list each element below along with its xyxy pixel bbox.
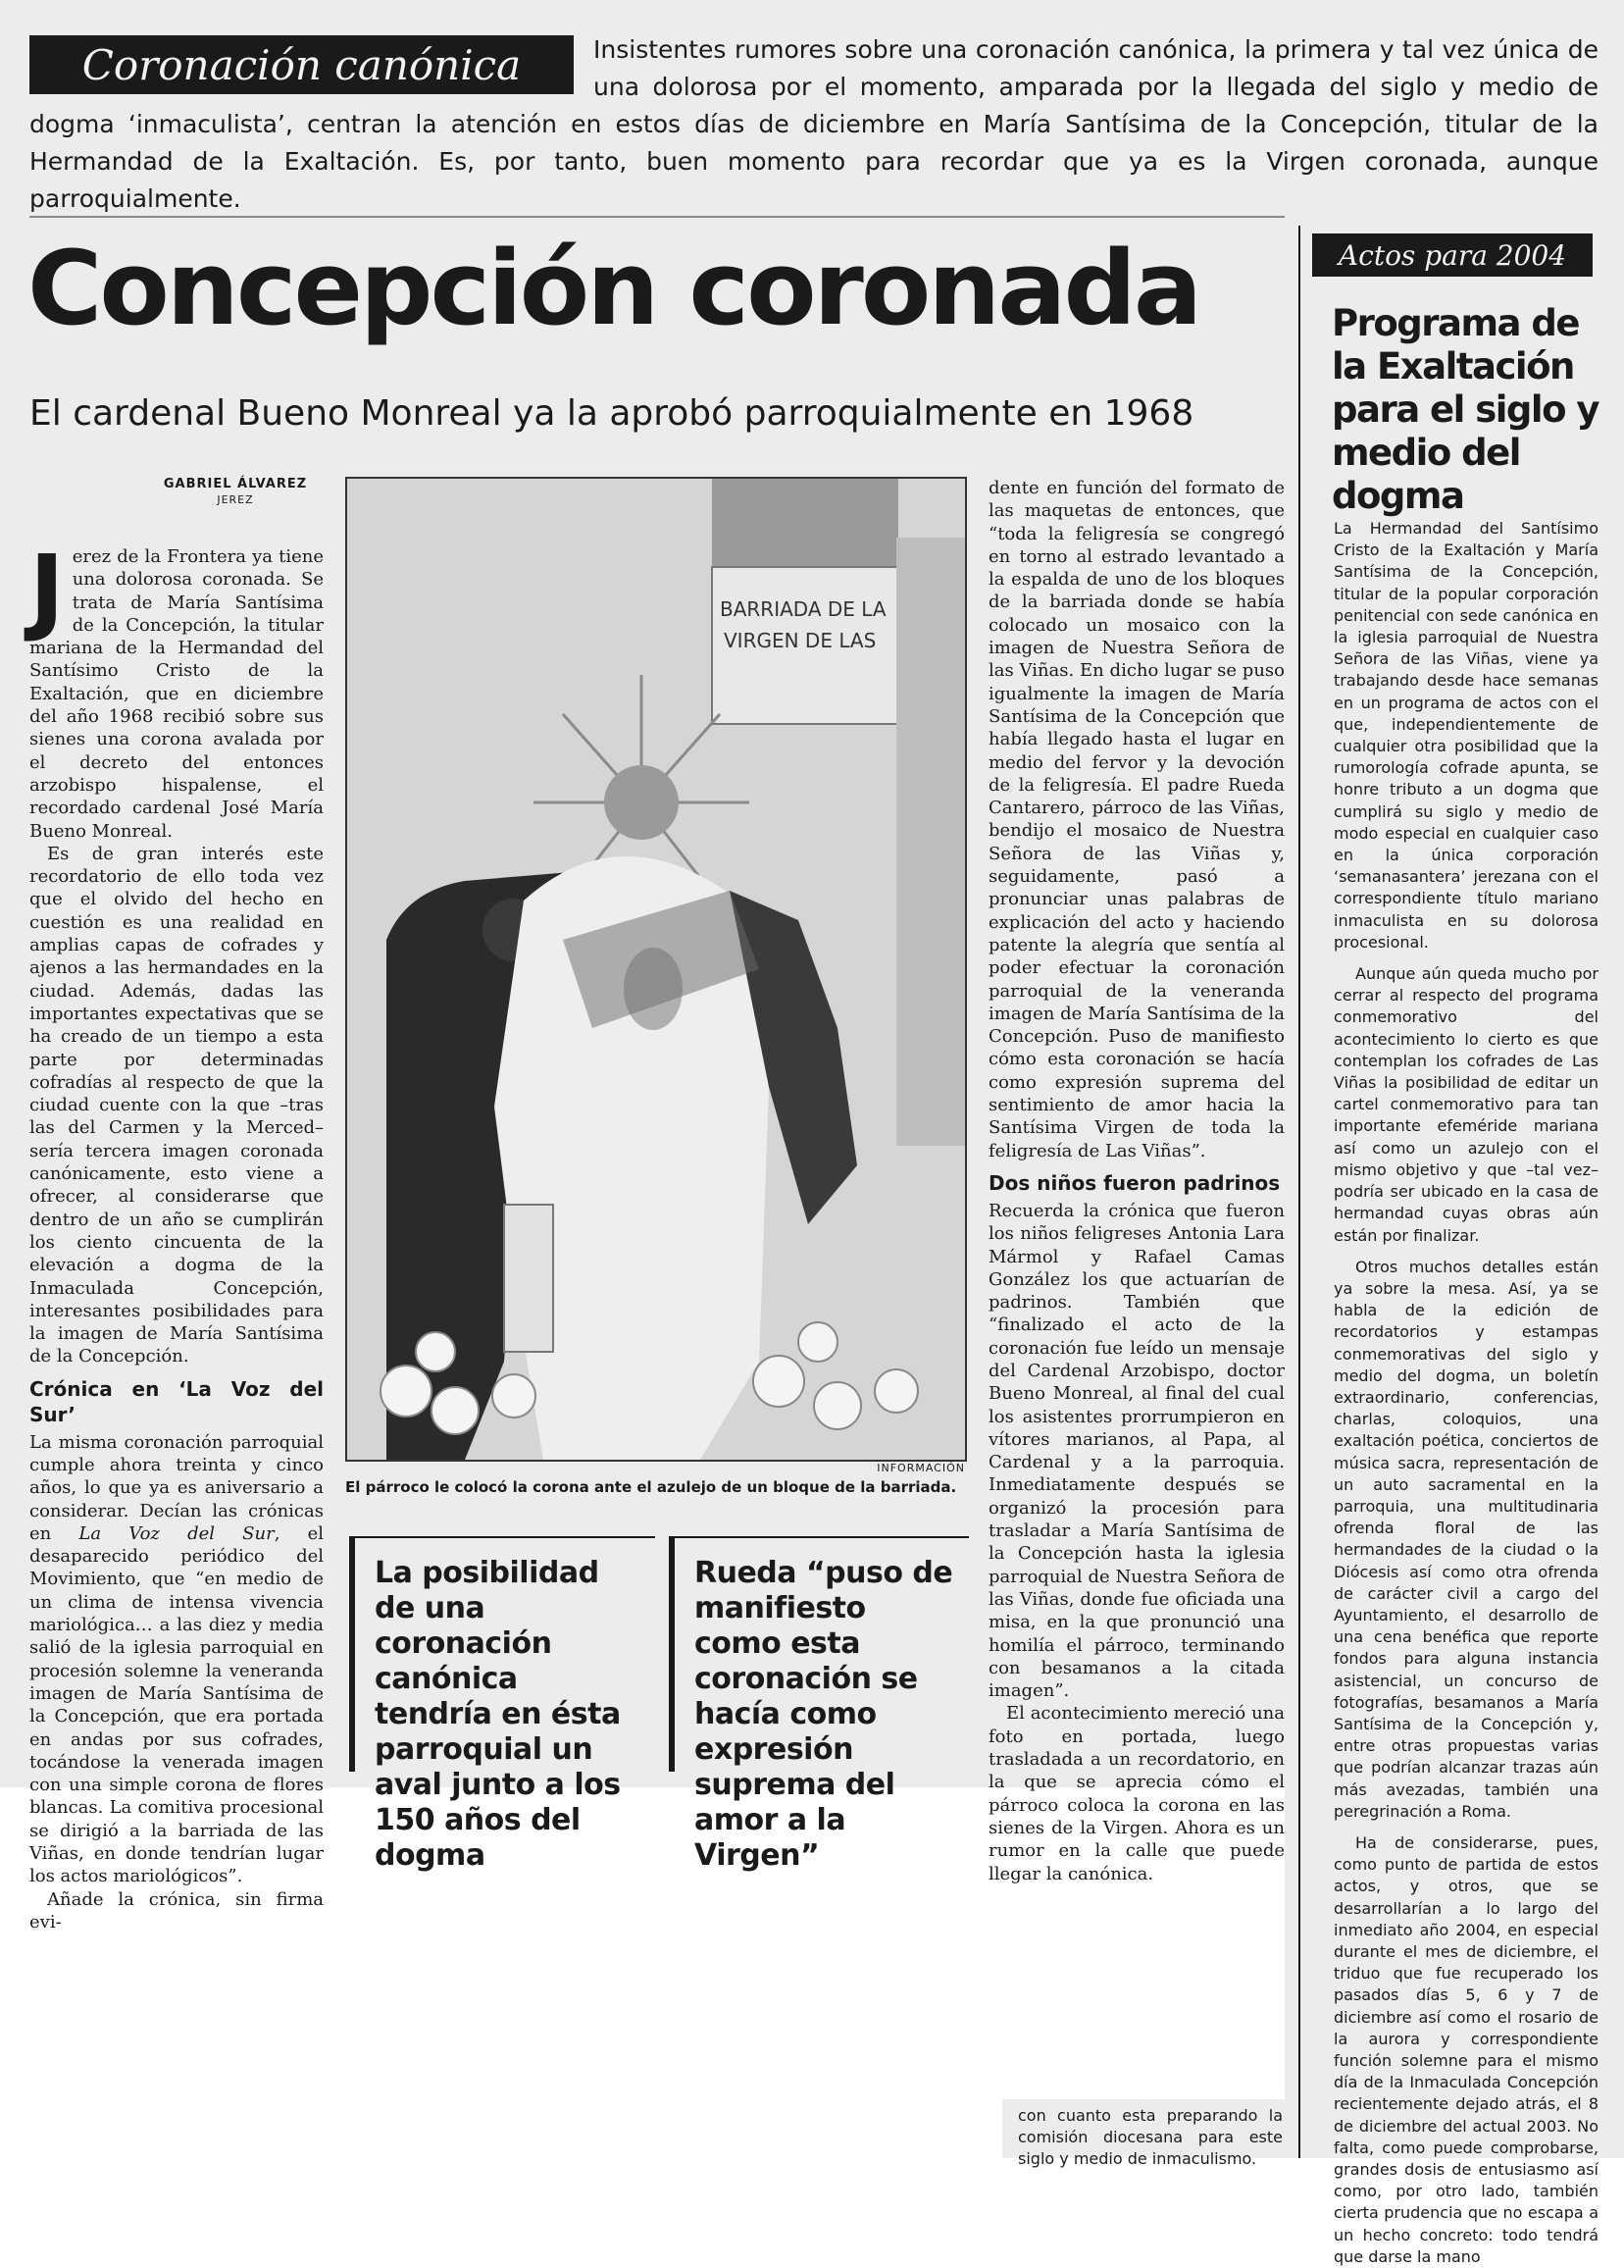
photo-caption: El párroco le colocó la corona ante el azulejo de un bloque de la barriada. bbox=[345, 1478, 957, 1496]
photo-credit: INFORMACIÓN bbox=[877, 1462, 965, 1474]
sidebar-label: Actos para 2004 bbox=[1312, 233, 1593, 277]
sidebar-rule bbox=[1298, 226, 1300, 2158]
sidebar-paragraph: Otros muchos detalles están ya sobre la mesa. Así, ya se habla de la edición de recordatorios y estampas conmemorativas del siglo y medio del dogma, un boletín extraordinario, conferencias, charlas, coloquios, una exaltación poética, conciertos de música sacra, representación de un auto sacramental en la parroquia, una multitudinaria ofrenda floral de las hermandades de la ciudad o la Diócesis así como otra ofrenda de carácter civil a cargo del Ayuntamiento, el desarrollo de una cena benéfica que reporte fondos para alguna instancia asistencial, un concurso de fotografías, besamanos a María Santísima de la Concepción y, entre otras propuestas varias que podrían alcanzar trazas aún más avezadas, también una peregrinación a Roma. bbox=[1334, 1257, 1599, 1821]
top-divider bbox=[29, 216, 1285, 218]
article-subhead: Dos niños fueron padrinos bbox=[989, 1170, 1281, 1195]
photo-coronation bbox=[345, 477, 967, 1462]
sidebar-paragraph: Ha de considerarse, pues, como punto de partida de estos actos, y otros, que se desarrollarían a lo largo del inmediato año 2004, en especial durante el mes de diciembre, el triduo que fue recuperado los pasados días 5, 6 y 7 de diciembre así como el rosario de la aurora y correspondiente función solemne para el mismo día de la Inmaculada Concepción recientemente dejado atrás, el 8 de diciembre del actual 2003. No falta, como puede comprobarse, grandes dosis de entusiasmo así como, por otro lado, también cierta prudencia que no escapa a un hecho concreto: todo tendrá que darse la mano bbox=[1334, 1832, 1599, 2266]
dropcap: J bbox=[29, 535, 65, 644]
byline-place: JEREZ bbox=[217, 493, 254, 506]
article-paragraph: Añade la crónica, sin firma evi- bbox=[29, 1888, 324, 1933]
section-label: Coronación canónica bbox=[29, 35, 574, 94]
article-paragraph: La misma coronación parroquial cumple ahora treinta y cinco años, lo que ya es aniversario a considerar. Decían las crónicas en La Voz del Sur, el desaparecido periódico del Movimiento, que “en medio de un clima de intensa vivencia mariológica… a las diez y media salió de la iglesia parroquial en procesión solemne la veneranda imagen de María Santísima de la Concepción, que era portada en andas por sus cofrades, tocándose la venerada imagen con una simple corona de flores blancas. La comitiva procesional se dirigió a la barriada de las Viñas, en donde tendrían lugar los actos mariológicos”. bbox=[29, 1431, 324, 1887]
sidebar-paragraph: La Hermandad del Santísimo Cristo de la Exaltación y María Santísima de la Concepción, titular de la popular corporación penitencial con sede canónica en la iglesia parroquial de Nuestra Señora de las Viñas, viene ya trabajando desde hace semanas en un programa de actos con el que, independientemente de cualquier otra posibilidad que la rumorología cofrade apunta, se honre tributo a un dogma que cumplirá su siglo y medio de modo especial en cualquier caso en la única corporación ‘semanasantera’ jerezana con el correspondiente título mariano inmaculista en su dolorosa procesional. bbox=[1334, 519, 1599, 952]
sidebar-paragraph: Aunque aún queda mucho por cerrar al respecto del programa conmemorativo del acontecimiento lo cierto es que contemplan los cofrades de Las Viñas la posibilidad de editar un cartel conmemorativo para tan importante efeméride mariana así como un azulejo con el mismo objetivo y que –tal vez– podría ser ubicado en la casa de hermandad cuyas obras aún están por finalizar. bbox=[1334, 964, 1599, 1245]
article-paragraph: Recuerda la crónica que fueron los niños feligreses Antonia Lara Mármol y Rafael Camas González los que actuarían de padrinos. También que “finalizado el acto de la coronación fue leído un mensaje del Cardenal Arzobispo, doctor Bueno Monreal, al final del cual los asistentes prorrumpieron en vítores marianos, al Papa, al Cardenal y a la parroquia. Inmediatamente después se organizó la procesión para trasladar a María Santísima de la Concepción hasta la iglesia parroquial de Nuestra Señora de las Viñas, donde fue oficiada una misa, en la que pronunció una homilía el párroco, terminando con besamanos a la citada imagen”. bbox=[989, 1200, 1285, 1702]
article-column-3 bbox=[989, 477, 1285, 1884]
byline-author: GABRIEL ÁLVAREZ bbox=[163, 477, 308, 491]
article-paragraph: Es de gran interés este recordatorio de ello toda vez que el olvido del hecho en cuestión es una realidad en amplias capas de cofrades y ajenos a las hermandades en la ciudad. Además, dadas las importantes expectativas que se ha creado de un tiempo a esta parte por determinadas cofradías al respecto de que la ciudad cuente con la que –tras las del Carmen y la Merced– sería tercera imagen coronada canónicamente, esto viene a ofrecer, al considerarse que dentro de un año se cumplirán los ciento cincuenta de la elevación a dogma de la Inmaculada Concepción, interesantes posibilidades para la imagen de María Santísima de la Concepción. bbox=[29, 843, 324, 1367]
intro-paragraph: Insistentes rumores sobre una coronación canónica, la primera y tal vez única de una dolorosa por el momento, amparada por la llegada del siglo y medio de dogma ‘inmaculista’, centran la atención en estos días de diciembre en María Santísima de la Concepción, titular de la Hermandad de la Exaltación. Es, por tanto, buen momento para recordar que ya es la Virgen coronada, aunque parroquialmente. bbox=[29, 35, 1599, 213]
photo-sign-line2: VIRGEN DE LAS bbox=[724, 629, 877, 652]
photo-sign-line1: BARRIADA DE LA bbox=[720, 597, 887, 621]
article-paragraph: dente en función del formato de las maquetas de entonces, que “toda la feligresía se congregó en torno al estrado levantado a la espalda de uno de los bloques de la barriada donde se había colocado un mosaico con la imagen de Nuestra Señora de las Viñas. En dicho lugar se puso igualmente la imagen de María Santísima de la Concepción que había llegado hasta el lugar en medio del fervor y la devoción de la feligresía. El padre Rueda Cantarero, párroco de las Viñas, bendijo el mosaico de Nuestra Señora de las Viñas y, seguidamente, pasó a pronunciar unas palabras de explicación del acto y haciendo patente la alegría que sentía al poder efectuar la coronación parroquial de la veneranda imagen de María Santísima de la Concepción. Puso de manifiesto cómo esta coronación se hacía como expresión suprema del sentimiento de amor hacia la Santísima Virgen de toda la feligresía de Las Viñas”. bbox=[989, 478, 1285, 1161]
pullquote-1: La posibilidad de una coronación canónica tendría en ésta parroquial un aval junto a los 150 años del dogma bbox=[349, 1536, 655, 1772]
pullquote-2: Rueda “puso de manifiesto como esta coronación se hacía como expresión suprema del amor a la Virgen” bbox=[669, 1536, 969, 1772]
subheadline: El cardenal Bueno Monreal ya la aprobó parroquialmente en 1968 bbox=[29, 393, 1194, 434]
byline bbox=[118, 477, 353, 506]
article-paragraph: Jerez de la Frontera ya tiene una dolorosa coronada. Se trata de María Santísima de la Concepción, la titular mariana de la Hermandad del Santísimo Cristo de la Exaltación, que en diciembre del año 1968 recibió sobre sus sienes una corona avalada por el decreto del entonces arzobispo hispalense, el recordado cardenal José María Bueno Monreal. bbox=[29, 535, 324, 842]
photo-illustration bbox=[347, 479, 965, 1460]
sidebar-body bbox=[1334, 518, 1599, 2266]
article-paragraph: El acontecimiento mereció una foto en portada, luego trasladada a un recordatorio, en la que se aprecia cómo el párroco coloca la corona en las sienes de la Virgen. Ahora es un rumor en la calle que puede llegar la canónica. bbox=[989, 1703, 1285, 1884]
sidebar-continuation: con cuanto esta preparando la comisión diocesana para este siglo y medio de inmaculismo. bbox=[1018, 2106, 1283, 2169]
sidebar-title: Programa de la Exaltación para el siglo y medio del dogma bbox=[1332, 302, 1599, 517]
article-column-1 bbox=[29, 535, 324, 1933]
article-subhead: Crónica en ‘La Voz del Sur’ bbox=[29, 1376, 324, 1426]
headline: Concepción coronada bbox=[27, 229, 1200, 348]
